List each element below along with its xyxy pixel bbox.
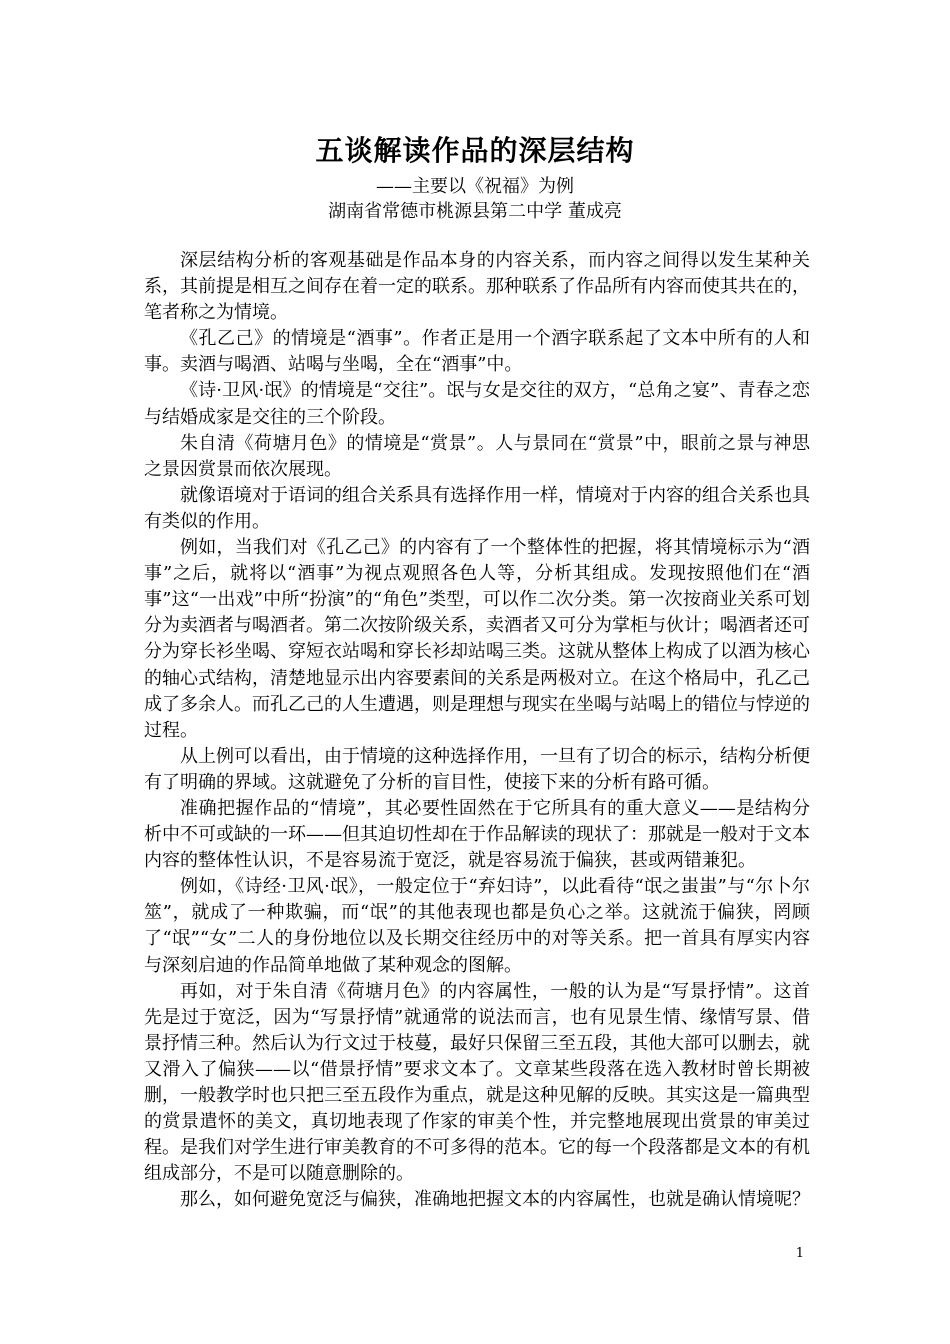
paragraph: 例如，当我们对《孔乙己》的内容有了一个整体性的把握，将其情境标示为“酒事”之后，就将以“酒事”为视点观照各色人等，分析其组成。发现按照他们在“酒事”这“一出戏”中所“扮演”的“角色”类型，可以作二次分类。第一次按商业关系可划分为卖酒者与喝酒者。第二次按阶级关系，卖酒者又可分为掌柜与伙计；喝酒者还可分为穿长衫坐喝、穿短衣站喝和穿长衫却站喝三类。这就从整体上构成了以酒为核心的轴心式结构，清楚地显示出内容要素间的关系是两极对立。在这个格局中，孔乙己成了多余人。而孔乙己的人生遭遇，则是理想与现实在坐喝与站喝上的错位与悖逆的过程。	[144, 537, 810, 741]
document-title: 五谈解读作品的深层结构	[315, 134, 635, 167]
paragraph: 深层结构分析的客观基础是作品本身的内容关系，而内容之间得以发生某种关系，其前提是相互之间存在着一定的联系。那种联系了作品所有内容而使其共在的，笔者称之为情境。	[144, 250, 810, 324]
paragraph: 准确把握作品的“情境”，其必要性固然在于它所具有的重大意义——是结构分析中不可或缺的一环——但其迫切性却在于作品解读的现状了：那就是一般对于文本内容的整体性认识，不是容易流于宽泛，就是容易流于偏狭，甚或两错兼犯。	[144, 797, 810, 872]
paragraph: 就像语境对于语词的组合关系具有选择作用一样，情境对于内容的组合关系也具有类似的作用。	[144, 484, 810, 532]
document-subtitle: ——主要以《祝福》为例	[376, 176, 574, 197]
paragraph: 那么，如何避免宽泛与偏狭，准确地把握文本的内容属性，也就是确认情境呢？	[180, 1189, 810, 1211]
paragraph: 朱自清《荷塘月色》的情境是“赏景”。人与景同在“赏景”中，眼前之景与神思之景因赏景而依次展现。	[144, 432, 810, 480]
page-number: 1	[795, 1246, 804, 1261]
document-body	[144, 248, 810, 1213]
paragraph: 《诗·卫风·氓》的情境是“交往”。氓与女是交往的双方，“总角之宴”、青春之恋与结婚成家是交往的三个阶段。	[144, 380, 810, 428]
paragraph: 再如，对于朱自清《荷塘月色》的内容属性，一般的认为是“写景抒情”。这首先是过于宽泛，因为“写景抒情”就通常的说法而言，也有见景生情、缘情写景、借景抒情三种。然后认为行文过于枝蔓，最好只保留三至五段，其他大部可以删去，就又滑入了偏狭——以“借景抒情”要求文本了。文章某些段落在选入教材时曾长期被删，一般教学时也只把三至五段作为重点，就是这种见解的反映。其实这是一篇典型的赏景遣怀的美文，真切地表现了作家的审美个性，并完整地展现出赏景的审美过程。是我们对学生进行审美教育的不可多得的范本。它的每一个段落都是文本的有机组成部分，不是可以随意删除的。	[144, 980, 810, 1185]
paragraph: 从上例可以看出，由于情境的这种选择作用，一旦有了切合的标示，结构分析便有了明确的界域。这就避免了分析的盲目性，使接下来的分析有路可循。	[144, 745, 810, 793]
author-line: 湖南省常德市桃源县第二中学 董成亮	[328, 201, 622, 222]
paragraph: 《孔乙己》的情境是“酒事”。作者正是用一个酒字联系起了文本中所有的人和事。卖酒与喝酒、站喝与坐喝，全在“酒事”中。	[144, 328, 810, 376]
paragraph: 例如，《诗经·卫风·氓》，一般定位于“弃妇诗”，以此看待“氓之蚩蚩”与“尔卜尔筮”，就成了一种欺骗，而“氓”的其他表现也都是负心之举。这就流于偏狭，罔顾了“氓”“女”二人的身份地位以及长期交往经历中的对等关系。把一首具有厚实内容与深刻启迪的作品简单地做了某种观念的图解。	[144, 876, 810, 976]
